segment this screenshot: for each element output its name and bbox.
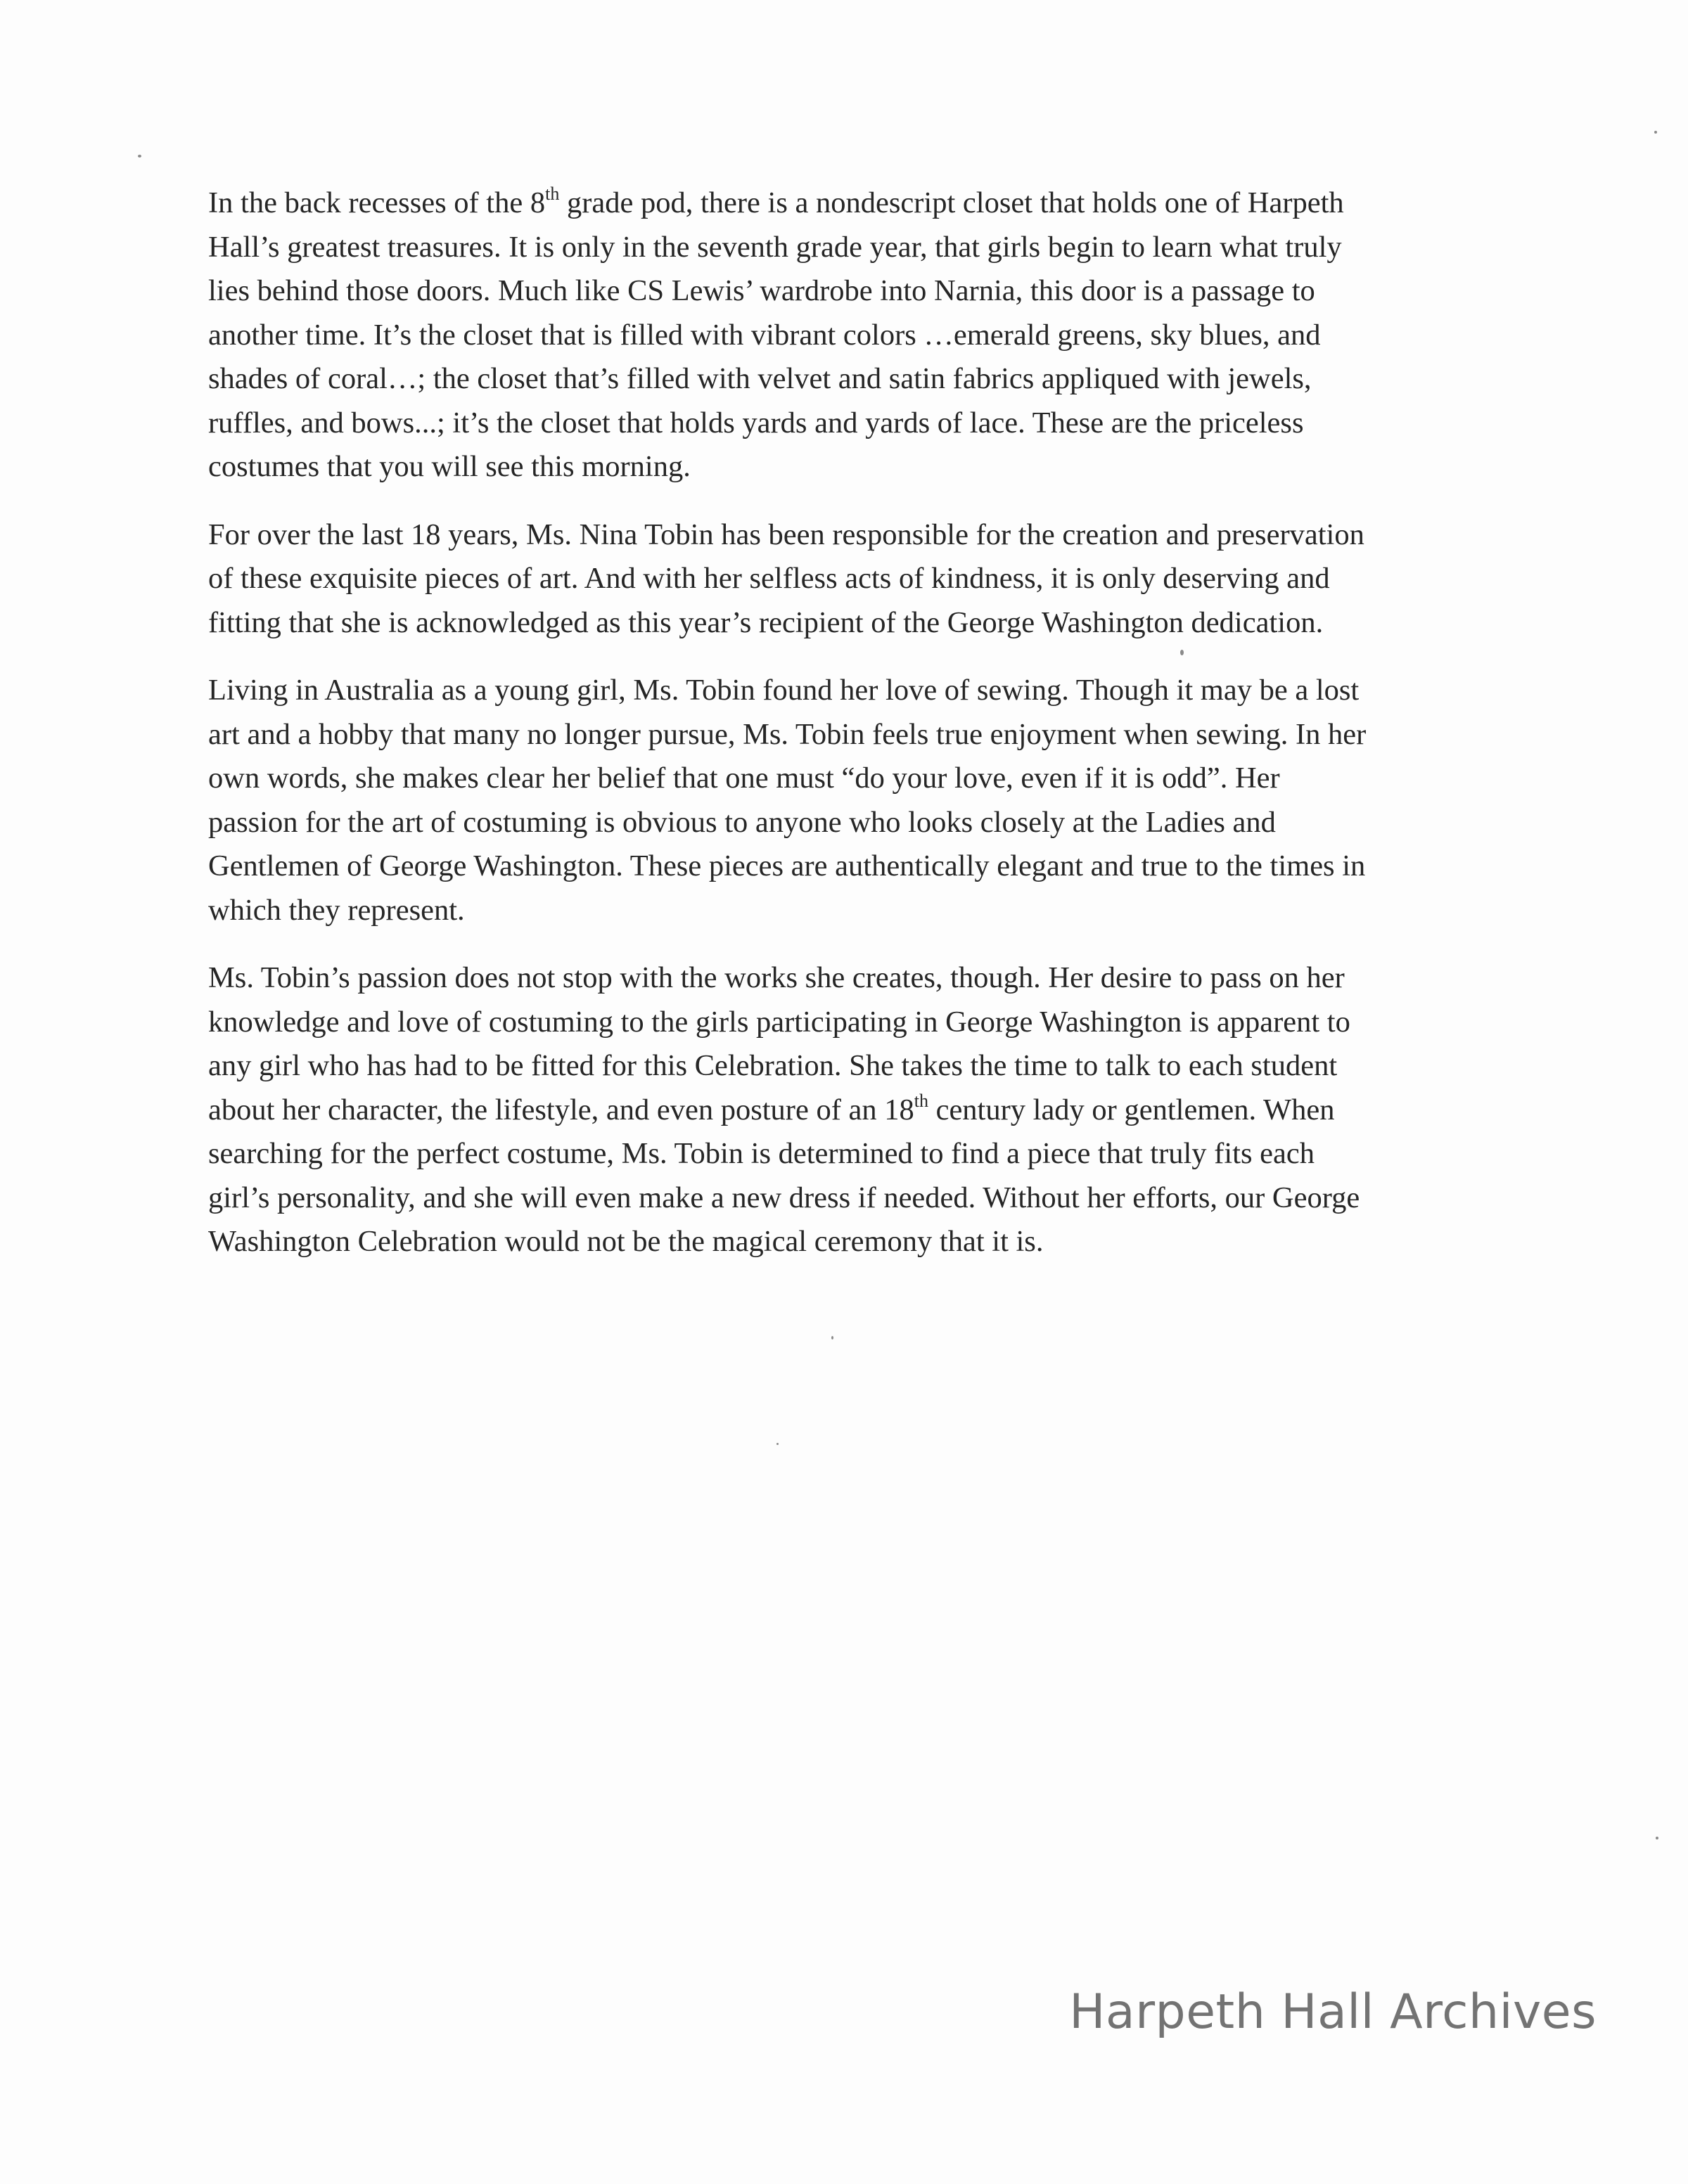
text-line [208, 181, 1523, 226]
paragraph-closet [208, 181, 1523, 489]
text-line: any girl who has had to be fitted for this Celebration. She takes the time to talk to each student [208, 1049, 1338, 1082]
scan-speck [138, 155, 141, 158]
text-line: costumes that you will see this morning. [208, 450, 691, 483]
text-line [208, 1088, 1523, 1133]
text-line: Washington Celebration would not be the magical ceremony that it is. [208, 1225, 1044, 1258]
superscript: th [914, 1090, 928, 1111]
text-line: shades of coral…; the closet that’s filled with velvet and satin fabrics appliqued with jewels, [208, 362, 1312, 395]
text-line: passion for the art of costuming is obvious to anyone who looks closely at the Ladies and [208, 805, 1276, 839]
text-fragment: grade pod, there is a nondescript closet that holds one of Harpeth [559, 186, 1344, 219]
paragraph-passion [208, 956, 1523, 1264]
text-line: Ms. Tobin’s passion does not stop with the works she creates, though. Her desire to pass on her [208, 961, 1345, 994]
archive-watermark: Harpeth Hall Archives [1069, 1984, 1597, 2040]
superscript: th [545, 183, 560, 204]
text-line: searching for the perfect costume, Ms. Tobin is determined to find a piece that truly fits each [208, 1137, 1315, 1170]
scan-speck [1654, 131, 1657, 134]
text-line: another time. It’s the closet that is filled with vibrant colors …emerald greens, sky blues, and [208, 318, 1321, 352]
text-line: of these exquisite pieces of art. And with her selfless acts of kindness, it is only deserving and [208, 562, 1330, 595]
text-line: which they represent. [208, 893, 465, 927]
text-line: For over the last 18 years, Ms. Nina Tobin has been responsible for the creation and preservation [208, 518, 1364, 551]
text-fragment: In the back recesses of the 8 [208, 186, 546, 219]
text-line: fitting that she is acknowledged as this year’s recipient of the George Washington dedication. [208, 605, 1324, 639]
document-body [208, 181, 1523, 1288]
scan-speck [776, 1443, 779, 1445]
scan-speck [831, 1336, 833, 1340]
text-fragment: century lady or gentlemen. When [928, 1093, 1335, 1126]
text-line: knowledge and love of costuming to the girls participating in George Washington is apparent to [208, 1005, 1350, 1039]
paragraph-dedication [208, 513, 1523, 645]
text-line: own words, she makes clear her belief that one must “do your love, even if it is odd”. Her [208, 762, 1280, 795]
paragraph-sewing [208, 669, 1523, 932]
text-line: Gentlemen of George Washington. These pieces are authentically elegant and true to the times in [208, 849, 1366, 882]
scan-speck [1656, 1837, 1658, 1839]
text-fragment: about her character, the lifestyle, and even posture of an 18 [208, 1093, 914, 1126]
text-line: Living in Australia as a young girl, Ms. Tobin found her love of sewing. Though it may be a lost [208, 674, 1360, 707]
text-line: art and a hobby that many no longer pursue, Ms. Tobin feels true enjoyment when sewing. In her [208, 717, 1367, 751]
text-line: girl’s personality, and she will even make a new dress if needed. Without her efforts, our George [208, 1181, 1360, 1214]
text-line: lies behind those doors. Much like CS Lewis’ wardrobe into Narnia, this door is a passage to [208, 274, 1315, 307]
text-line: ruffles, and bows...; it’s the closet that holds yards and yards of lace. These are the priceless [208, 406, 1304, 439]
text-line: Hall’s greatest treasures. It is only in the seventh grade year, that girls begin to learn what truly [208, 230, 1342, 264]
